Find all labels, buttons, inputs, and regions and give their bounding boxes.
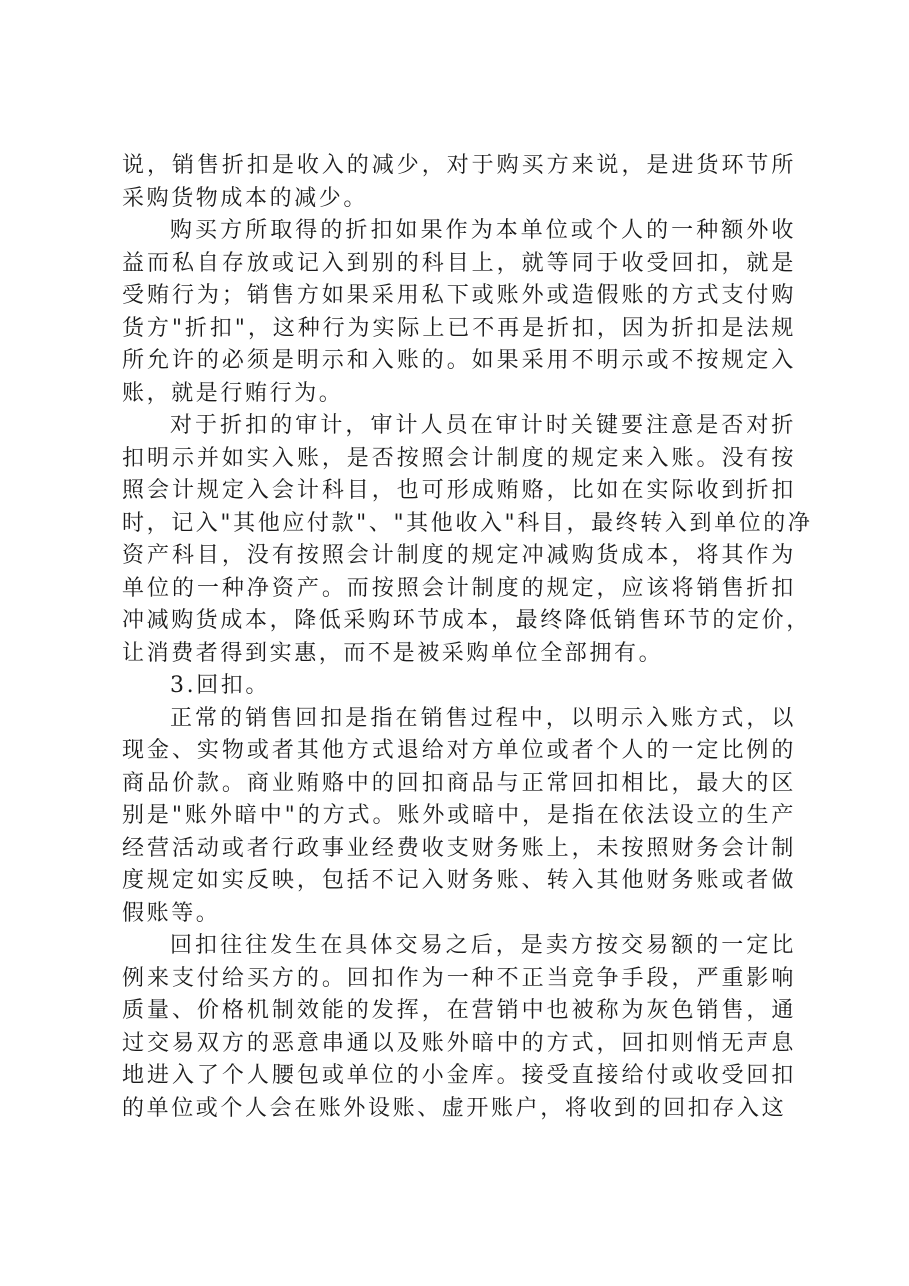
text-line: 回扣往往发生在具体交易之后，是卖方按交易额的一定比 <box>170 933 796 958</box>
text-line: 质量、价格机制效能的发挥，在营销中也被称为灰色销售，通 <box>122 998 796 1023</box>
text-line: 商品价款。商业贿赂中的回扣商品与正常回扣相比，最大的区 <box>122 770 796 796</box>
paragraph <box>122 410 813 670</box>
text-line: 货方"折扣"，这种行为实际上已不再是折扣，因为折扣是法规 <box>122 315 796 341</box>
text-line: 经营活动或者行政事业经费收支财务账上，未按照财务会计制 <box>122 835 796 861</box>
paragraph <box>122 930 796 1125</box>
text-line: 单位的一种净资产。而按照会计制度的规定，应该将销售折扣 <box>122 575 796 601</box>
paragraph <box>122 215 796 410</box>
text-line: 别是"账外暗中"的方式。账外或暗中，是指在依法设立的生产 <box>122 803 796 828</box>
text-line: 资产科目，没有按照会计制度的规定冲减购货成本，将其作为 <box>122 543 796 568</box>
paragraph <box>122 150 796 215</box>
text-line: 时，记入"其他应付款"、"其他收入"科目，最终转入到单位的净 <box>122 510 813 536</box>
text-line: 益而私自存放或记入到别的科目上，就等同于收受回扣，就是 <box>122 250 796 276</box>
text-line: 假账等。 <box>122 900 221 926</box>
text-line: 采购货物成本的减少。 <box>122 185 369 211</box>
body-text <box>122 150 813 1125</box>
text-line: 照会计规定入会计科目，也可形成贿赂，比如在实际收到折扣 <box>122 478 796 503</box>
text-line: 扣明示并如实入账，是否按照会计制度的规定来入账。没有按 <box>122 445 796 471</box>
text-line: 3.回扣。 <box>170 673 270 698</box>
paragraph <box>122 703 796 931</box>
text-line: 受贿行为；销售方如果采用私下或账外或造假账的方式支付购 <box>122 283 796 308</box>
text-line: 购买方所取得的折扣如果作为本单位或个人的一种额外收 <box>170 218 796 243</box>
text-line: 现金、实物或者其他方式退给对方单位或者个人的一定比例的 <box>122 738 796 763</box>
text-line: 对于折扣的审计，审计人员在审计时关键要注意是否对折 <box>170 413 796 438</box>
text-line: 过交易双方的恶意串通以及账外暗中的方式，回扣则悄无声息 <box>122 1030 796 1056</box>
text-line: 所允许的必须是明示和入账的。如果采用不明示或不按规定入 <box>122 348 796 373</box>
text-line: 冲减购货成本，降低采购环节成本，最终降低销售环节的定价， <box>122 608 811 633</box>
paragraph <box>122 670 796 703</box>
text-line: 让消费者得到实惠，而不是被采购单位全部拥有。 <box>122 640 664 666</box>
text-line: 的单位或个人会在账外设账、虚开账户，将收到的回扣存入这 <box>122 1095 787 1121</box>
text-line: 正常的销售回扣是指在销售过程中，以明示入账方式，以 <box>170 705 796 731</box>
text-line: 地进入了个人腰包或单位的小金库。接受直接给付或收受回扣 <box>122 1063 796 1088</box>
text-line: 说，销售折扣是收入的减少，对于购买方来说，是进货环节所 <box>122 153 796 178</box>
text-line: 账，就是行贿行为。 <box>122 380 344 406</box>
text-line: 度规定如实反映，包括不记入财务账、转入其他财务账或者做 <box>122 868 796 893</box>
text-line: 例来支付给买方的。回扣作为一种不正当竞争手段，严重影响 <box>122 965 796 991</box>
